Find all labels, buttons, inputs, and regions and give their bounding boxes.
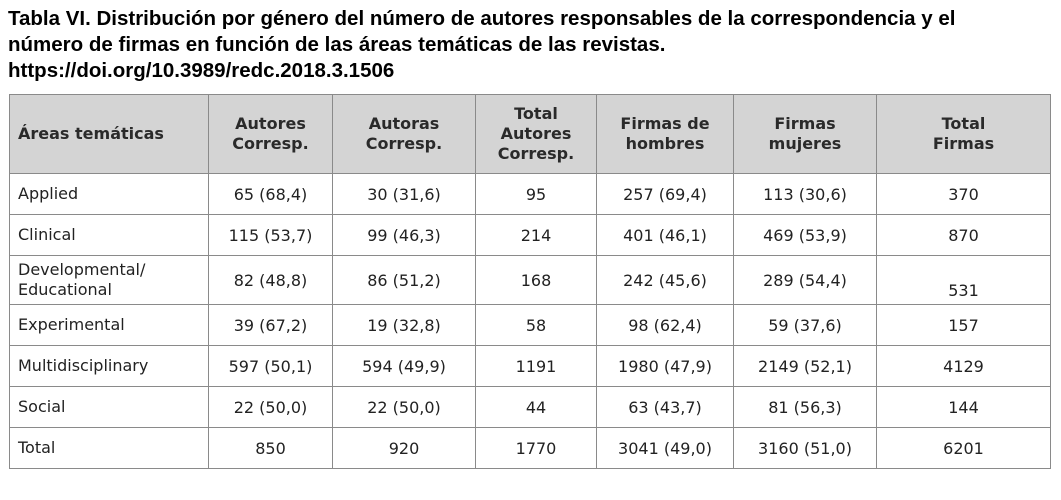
area-line: Social xyxy=(18,397,66,416)
area-line: Total xyxy=(18,438,56,457)
cell-area xyxy=(10,174,209,215)
cell-total-firmas: 870 xyxy=(877,215,1051,256)
caption-title-line-2: número de firmas en función de las áreas temáticas de las revistas. xyxy=(8,33,666,56)
area-line: Developmental/ xyxy=(18,260,146,279)
header-line: Autoras xyxy=(368,114,440,133)
cell-autores-corresp: 115 (53,7) xyxy=(209,215,333,256)
cell-firmas-hombres: 98 (62,4) xyxy=(597,305,734,346)
header-line: Autores xyxy=(235,114,306,133)
cell-autoras-corresp: 22 (50,0) xyxy=(333,387,476,428)
header-total-firmas xyxy=(877,95,1051,174)
cell-autoras-corresp: 19 (32,8) xyxy=(333,305,476,346)
area-line: Educational xyxy=(18,280,112,299)
area-line: Applied xyxy=(18,184,79,203)
header-line: Corresp. xyxy=(232,134,309,153)
cell-firmas-hombres: 401 (46,1) xyxy=(597,215,734,256)
header-autoras-corresp xyxy=(333,95,476,174)
area-line: Multidisciplinary xyxy=(18,356,149,375)
table-header xyxy=(10,95,1051,174)
cell-total-firmas: 157 xyxy=(877,305,1051,346)
area-line: Clinical xyxy=(18,225,76,244)
cell-firmas-mujeres: 59 (37,6) xyxy=(734,305,877,346)
cell-total-firmas: 6201 xyxy=(877,428,1051,469)
table-body xyxy=(10,174,1051,469)
cell-autores-corresp: 850 xyxy=(209,428,333,469)
cell-total-autores: 168 xyxy=(476,256,597,305)
cell-firmas-hombres: 3041 (49,0) xyxy=(597,428,734,469)
cell-autores-corresp: 39 (67,2) xyxy=(209,305,333,346)
header-line: Total xyxy=(941,114,986,133)
cell-firmas-hombres: 257 (69,4) xyxy=(597,174,734,215)
cell-autoras-corresp: 920 xyxy=(333,428,476,469)
header-line: hombres xyxy=(625,134,705,153)
cell-firmas-mujeres: 469 (53,9) xyxy=(734,215,877,256)
header-areas-tematicas xyxy=(10,95,209,174)
table-caption xyxy=(8,6,1053,84)
cell-total-firmas: 531 xyxy=(877,256,1051,305)
data-table xyxy=(9,94,1051,469)
cell-autores-corresp: 597 (50,1) xyxy=(209,346,333,387)
header-row xyxy=(10,95,1051,174)
cell-total-firmas: 370 xyxy=(877,174,1051,215)
header-line: Áreas temáticas xyxy=(18,124,164,143)
cell-firmas-mujeres: 81 (56,3) xyxy=(734,387,877,428)
cell-autoras-corresp: 86 (51,2) xyxy=(333,256,476,305)
header-line: Autores xyxy=(500,124,572,143)
cell-total-autores: 58 xyxy=(476,305,597,346)
caption-title-line-1: Tabla VI. Distribución por género del número de autores responsables de la correspondencia y el xyxy=(8,7,956,30)
header-firmas-mujeres xyxy=(734,95,877,174)
header-total-autores-corresp xyxy=(476,95,597,174)
cell-firmas-mujeres: 113 (30,6) xyxy=(734,174,877,215)
cell-firmas-hombres: 1980 (47,9) xyxy=(597,346,734,387)
header-firmas-hombres xyxy=(597,95,734,174)
cell-autoras-corresp: 99 (46,3) xyxy=(333,215,476,256)
cell-area xyxy=(10,346,209,387)
cell-total-autores: 214 xyxy=(476,215,597,256)
table-row xyxy=(10,387,1051,428)
cell-area xyxy=(10,387,209,428)
cell-total-autores: 1770 xyxy=(476,428,597,469)
header-line: Corresp. xyxy=(365,134,443,153)
table-row-total xyxy=(10,428,1051,469)
header-line: Total xyxy=(514,104,558,123)
cell-total-autores: 1191 xyxy=(476,346,597,387)
cell-total-firmas: 144 xyxy=(877,387,1051,428)
cell-total-firmas: 4129 xyxy=(877,346,1051,387)
table-row xyxy=(10,174,1051,215)
cell-autoras-corresp: 594 (49,9) xyxy=(333,346,476,387)
cell-total-autores: 95 xyxy=(476,174,597,215)
table-row xyxy=(10,256,1051,305)
cell-firmas-mujeres: 3160 (51,0) xyxy=(734,428,877,469)
header-line: Corresp. xyxy=(497,144,575,163)
cell-firmas-hombres: 63 (43,7) xyxy=(597,387,734,428)
table-row xyxy=(10,346,1051,387)
cell-autores-corresp: 82 (48,8) xyxy=(209,256,333,305)
header-autores-corresp xyxy=(209,95,333,174)
cell-area xyxy=(10,215,209,256)
cell-firmas-mujeres: 2149 (52,1) xyxy=(734,346,877,387)
cell-autoras-corresp: 30 (31,6) xyxy=(333,174,476,215)
cell-autores-corresp: 65 (68,4) xyxy=(209,174,333,215)
cell-area xyxy=(10,256,209,305)
header-line: Firmas xyxy=(774,114,836,133)
header-line: mujeres xyxy=(768,134,842,153)
header-line: Firmas xyxy=(932,134,995,153)
cell-autores-corresp: 22 (50,0) xyxy=(209,387,333,428)
cell-firmas-mujeres: 289 (54,4) xyxy=(734,256,877,305)
caption-doi-link[interactable]: https://doi.org/10.3989/redc.2018.3.1506 xyxy=(8,59,395,82)
table-row xyxy=(10,215,1051,256)
cell-area xyxy=(10,428,209,469)
cell-area xyxy=(10,305,209,346)
header-line: Firmas de xyxy=(620,114,710,133)
table-row xyxy=(10,305,1051,346)
area-line: Experimental xyxy=(18,315,125,334)
cell-firmas-hombres: 242 (45,6) xyxy=(597,256,734,305)
cell-total-autores: 44 xyxy=(476,387,597,428)
